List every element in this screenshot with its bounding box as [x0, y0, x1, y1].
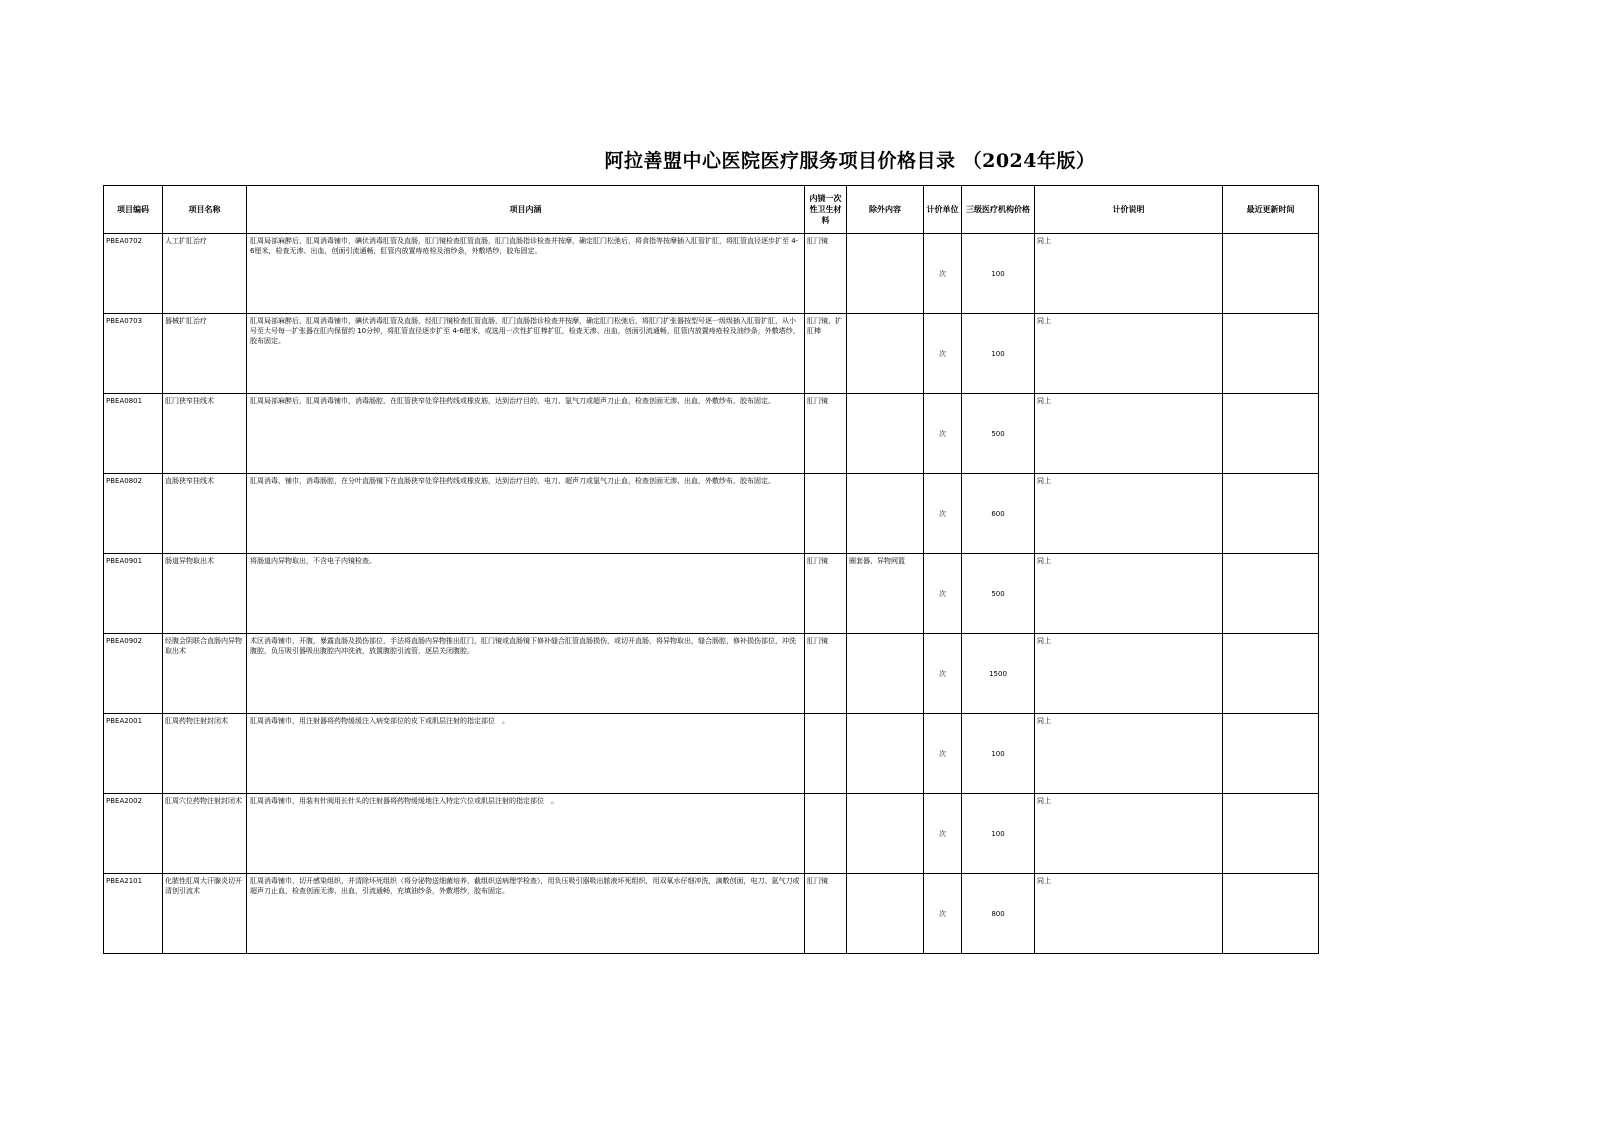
- cell-code: PBEA2001: [104, 714, 163, 794]
- cell-updated: [1223, 394, 1319, 474]
- cell-excluded: [847, 714, 924, 794]
- cell-excluded: 圈套器、异物网篮: [847, 554, 924, 634]
- cell-price: 500: [962, 554, 1035, 634]
- header-code: 项目编码: [104, 186, 163, 234]
- table-row: [104, 394, 1319, 474]
- cell-name: 器械扩肛治疗: [163, 314, 247, 394]
- cell-name: 肠道异物取出术: [163, 554, 247, 634]
- table-row: [104, 634, 1319, 714]
- cell-unit: 次: [924, 474, 962, 554]
- table-row: [104, 234, 1319, 314]
- cell-consumables: [805, 474, 847, 554]
- cell-price: 800: [962, 874, 1035, 954]
- cell-price: 500: [962, 394, 1035, 474]
- cell-code: PBEA0703: [104, 314, 163, 394]
- cell-name: 人工扩肛治疗: [163, 234, 247, 314]
- cell-unit: 次: [924, 714, 962, 794]
- table-row: [104, 874, 1319, 954]
- cell-note: 同上: [1035, 634, 1223, 714]
- cell-consumables: 肛门镜、扩肛棒: [805, 314, 847, 394]
- cell-content: 肛周消毒，铺巾，消毒肠腔，在分叶直肠镜下在直肠狭窄处穿挂药线或橡皮筋，达到治疗目的，电刀、超声刀或氩气刀止血，检查创面无渗、出血，外敷纱布，胶布固定。: [247, 474, 805, 554]
- cell-consumables: [805, 794, 847, 874]
- cell-consumables: 肛门镜: [805, 874, 847, 954]
- cell-note: 同上: [1035, 794, 1223, 874]
- cell-excluded: [847, 794, 924, 874]
- cell-consumables: 肛门镜: [805, 634, 847, 714]
- cell-note: 同上: [1035, 394, 1223, 474]
- cell-updated: [1223, 634, 1319, 714]
- cell-consumables: 肛门镜: [805, 394, 847, 474]
- cell-price: 100: [962, 714, 1035, 794]
- cell-price: 100: [962, 794, 1035, 874]
- cell-code: PBEA2002: [104, 794, 163, 874]
- cell-content: 肛周消毒铺巾，切开感染组织，并清除坏死组织（将分泌物送细菌培养，截组织送病理学检查），用负压吸引器吸出脓液坏死组织，用双氧水仔细冲洗，滴敷创面，电刀、氩气刀或超声刀止血，检查创面无渗、出血，引流通畅，充填油纱条，外敷塔纱，胶布固定。: [247, 874, 805, 954]
- cell-updated: [1223, 314, 1319, 394]
- header-content: 项目内涵: [247, 186, 805, 234]
- cell-name: 肛周穴位药物注射封闭术: [163, 794, 247, 874]
- cell-note: 同上: [1035, 234, 1223, 314]
- cell-name: 直肠狭窄挂线术: [163, 474, 247, 554]
- cell-consumables: 肛门镜: [805, 554, 847, 634]
- price-catalog-table: [103, 185, 1319, 954]
- table-row: [104, 554, 1319, 634]
- header-price: 三级医疗机构价格: [962, 186, 1035, 234]
- cell-price: 600: [962, 474, 1035, 554]
- cell-excluded: [847, 634, 924, 714]
- cell-updated: [1223, 714, 1319, 794]
- cell-code: PBEA0802: [104, 474, 163, 554]
- table-row: [104, 714, 1319, 794]
- cell-content: 将肠道内异物取出，不含电子内镜检查。: [247, 554, 805, 634]
- cell-note: 同上: [1035, 474, 1223, 554]
- cell-unit: 次: [924, 314, 962, 394]
- header-note: 计价说明: [1035, 186, 1223, 234]
- cell-unit: 次: [924, 394, 962, 474]
- cell-code: PBEA0702: [104, 234, 163, 314]
- cell-content: 肛周消毒铺巾，用装有针阀用长针头的注射器将药物缓缓地注入特定穴位或肌层注射的指定部位 。: [247, 794, 805, 874]
- cell-name: 肛周药物注射封闭术: [163, 714, 247, 794]
- cell-excluded: [847, 874, 924, 954]
- cell-unit: 次: [924, 634, 962, 714]
- cell-updated: [1223, 554, 1319, 634]
- cell-code: PBEA0902: [104, 634, 163, 714]
- table-row: [104, 314, 1319, 394]
- header-excluded: 除外内容: [847, 186, 924, 234]
- table-row: [104, 794, 1319, 874]
- cell-updated: [1223, 874, 1319, 954]
- cell-name: 经腹会阴联合直肠内异物取出术: [163, 634, 247, 714]
- cell-updated: [1223, 794, 1319, 874]
- cell-consumables: [805, 714, 847, 794]
- cell-price: 100: [962, 314, 1035, 394]
- cell-consumables: 肛门镜: [805, 234, 847, 314]
- cell-code: PBEA0801: [104, 394, 163, 474]
- table-header-row: [104, 186, 1319, 234]
- header-consumables: 内镜一次性卫生材料: [805, 186, 847, 234]
- cell-updated: [1223, 474, 1319, 554]
- header-unit: 计价单位: [924, 186, 962, 234]
- cell-note: 同上: [1035, 874, 1223, 954]
- cell-unit: 次: [924, 554, 962, 634]
- cell-note: 同上: [1035, 714, 1223, 794]
- cell-content: 肛周消毒铺巾，用注射器将药物缓缓注入病变部位的皮下或肌层注射的指定部位 。: [247, 714, 805, 794]
- cell-updated: [1223, 234, 1319, 314]
- cell-unit: 次: [924, 874, 962, 954]
- header-updated: 最近更新时间: [1223, 186, 1319, 234]
- header-name: 项目名称: [163, 186, 247, 234]
- table-row: [104, 474, 1319, 554]
- page-title: 阿拉善盟中心医院医疗服务项目价格目录 （2024年版）: [604, 150, 1096, 172]
- cell-excluded: [847, 234, 924, 314]
- cell-note: 同上: [1035, 554, 1223, 634]
- cell-unit: 次: [924, 794, 962, 874]
- cell-code: PBEA0901: [104, 554, 163, 634]
- cell-content: 肛周局部麻醉后，肛周消毒铺巾，碘伏消毒肛管及直肠，肛门镜检查肛管直肠，肛门直肠指诊检查并按摩，确定肛门松弛后，将食指等按摩插入肛管扩肛，将肛管直径逐步扩至 4-6厘米，检查无渗、出血，创面引流通畅，肛管内放置痔疮栓及油纱条，外敷塔纱，胶布固定。: [247, 234, 805, 314]
- cell-price: 1500: [962, 634, 1035, 714]
- cell-excluded: [847, 474, 924, 554]
- cell-content: 肛周局部麻醉后，肛周消毒铺巾，碘伏消毒肛管及直肠，经肛门镜检查肛管直肠，肛门直肠指诊检查并按摩，确定肛门松弛后，将肛门扩张器按型号逐一级级插入肛管扩肛，从小号至大号每一扩张器在肛内保留约 10分钟，将肛管直径逐步扩至 4-6厘米，或选用一次性扩肛棒扩肛，检查无渗、出血，创面引流通畅，肛管内放置痔疮栓及油纱条，外敷塔纱，胶布固定。: [247, 314, 805, 394]
- cell-note: 同上: [1035, 314, 1223, 394]
- cell-excluded: [847, 314, 924, 394]
- cell-name: 化脓性肛周大汗腺炎切开清创引流术: [163, 874, 247, 954]
- cell-content: 术区消毒铺巾，开腹，暴露直肠及损伤部位，手法将直肠内异物推出肛门，肛门镜或直肠镜下修补缝合肛管直肠损伤，或切开直肠，将异物取出，缝合肠腔，修补损伤部位，冲洗腹腔，负压吸引器吸出腹腔内冲洗液，放置腹腔引流管，逐层关闭腹腔。: [247, 634, 805, 714]
- cell-code: PBEA2101: [104, 874, 163, 954]
- cell-content: 肛周局部麻醉后，肛周消毒铺巾，消毒肠腔，在肛管狭窄处穿挂药线或橡皮筋，达到治疗目的，电刀、氩气刀或超声刀止血，检查创面无渗、出血，外敷纱布，胶布固定。: [247, 394, 805, 474]
- cell-unit: 次: [924, 234, 962, 314]
- cell-excluded: [847, 394, 924, 474]
- cell-price: 100: [962, 234, 1035, 314]
- cell-name: 肛门狭窄挂线术: [163, 394, 247, 474]
